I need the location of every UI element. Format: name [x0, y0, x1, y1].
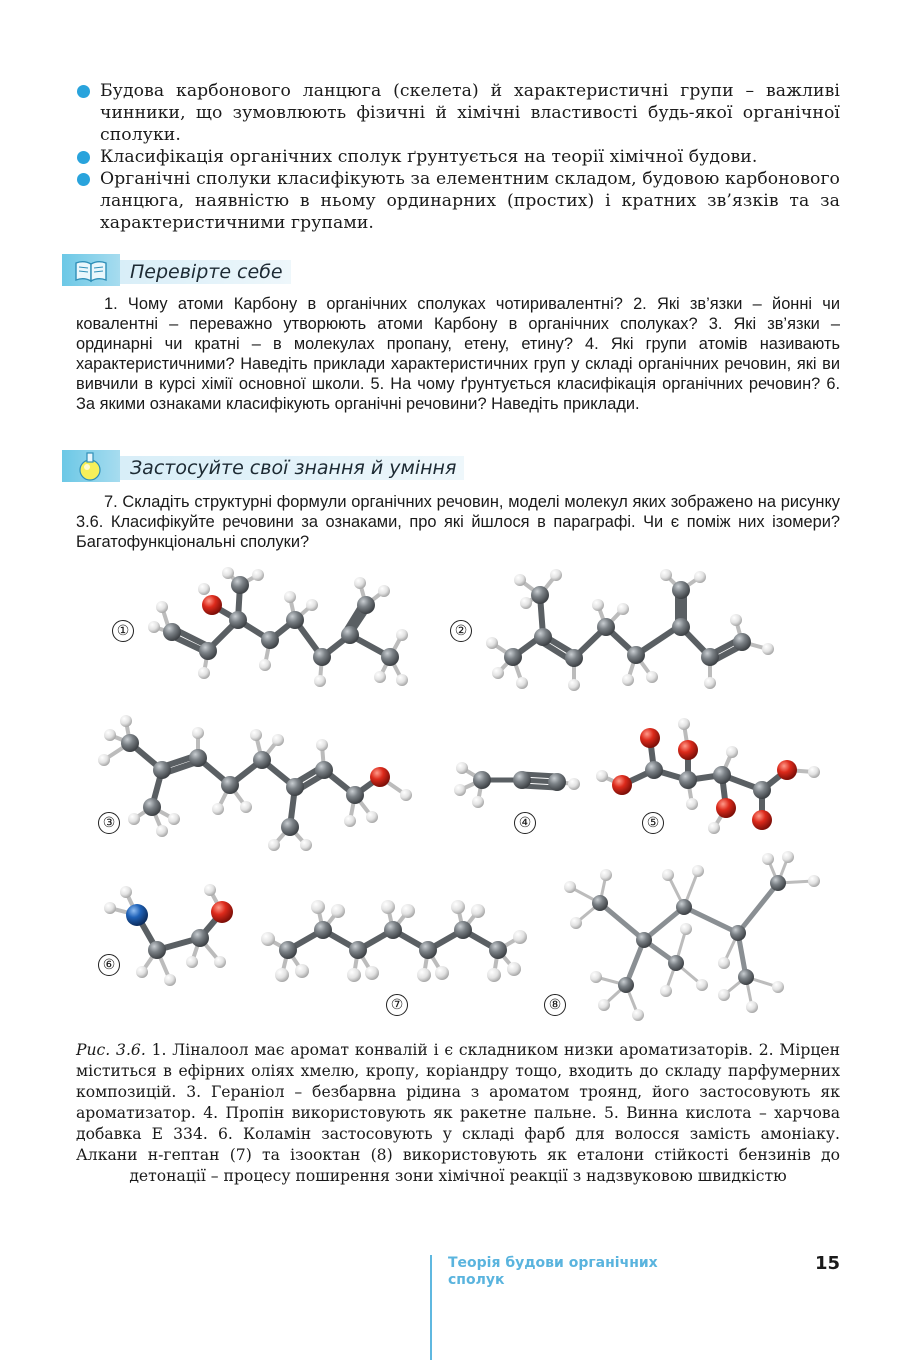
molecule-n-heptane [258, 895, 538, 995]
bullet-item: Будова карбонового ланцюга (скелета) й характеристичні групи – важливі чинники, що зумовлюють фізичні й хімічні властивості будь-якої органічної сполуки. [76, 80, 840, 146]
flask-icon [62, 450, 120, 482]
check-yourself-heading [62, 254, 302, 286]
molecule-colamine [92, 880, 252, 1000]
molecule-tartaric-acid [592, 710, 832, 840]
figure-label: ① [112, 620, 134, 642]
check-yourself-questions: 1. Чому атоми Карбону в органічних сполуках чотиривалентні? 2. Які зв’язки – йонні чи ковалентні – переважно утворюють атоми Карбону в органічних сполуках? 3. Які зв’язки – ординарні чи кратні – в молекулах пропану, етену, етину? 4. Які групи атомів називають характеристичними? Наведіть приклади характеристичних груп у складі органічних речовин, які ви вивчили в курсі хімії основної школи. 5. На чому ґрунтується класифікація органічних речовин? 6. За якими ознаками класифікують органічні речовини? Наведіть приклади. [76, 295, 840, 413]
figure-label: ② [450, 620, 472, 642]
figure-label: ⑥ [98, 954, 120, 976]
bullet-dot-icon [77, 173, 90, 186]
bullet-dot-icon [77, 151, 90, 164]
figure-label: ⑦ [386, 994, 408, 1016]
footer-section-title: Теорія будови органічних сполук [448, 1255, 658, 1288]
bullet-item: Органічні сполуки класифікують за елементним складом, будовою карбонового ланцюга, наявністю в ньому ординарних (простих) і кратних зв’язків та за характеристичними групами. [76, 168, 840, 234]
apply-knowledge-task: 7. Складіть структурні формули органічних речовин, моделі молекул яких зображено на рисунку 3.6. Класифікуйте речовини за ознаками, про які йшлося в параграфі. Чи є поміж них ізомери? Багатофункціональні сполуки? [76, 493, 840, 551]
figure-label: ③ [98, 812, 120, 834]
section-title: Застосуйте свої знання й уміння [120, 456, 464, 480]
page-number: 15 [814, 1253, 840, 1274]
footer-divider [430, 1255, 432, 1360]
figure-label: ⑤ [642, 812, 664, 834]
section-title: Перевірте себе [120, 260, 291, 284]
bullet-dot-icon [77, 85, 90, 98]
book-icon [62, 254, 120, 286]
figure-label: ④ [514, 812, 536, 834]
apply-knowledge-heading [62, 450, 462, 482]
summary-bullets [76, 80, 840, 234]
molecule-isooctane [556, 845, 836, 1025]
figure-label: ⑧ [544, 994, 566, 1016]
molecule-geraniol [90, 715, 430, 865]
molecule-propyne [442, 750, 582, 810]
molecule-linalool [140, 565, 420, 705]
figure-caption [76, 1040, 840, 1187]
figure-caption-text: 1. Ліналоол має аромат конвалій і є складником низки ароматизаторів. 2. Мірцен міститься в ефірних оліях хмелю, кропу, коріандру тощо, входить до складу парфумерних композицій. 3. Гераніол – безбарвна рідина з ароматом троянд, його застосовують як ароматизатор. 4. Пропін використовують як ракетне пальне. 5. Винна кислота – харчова добавка E 334. 6. Коламін застосовують у складі фарб для волосся замість амоніаку. Алкани н-гептан (7) та ізооктан (8) використовують як еталони стійкості бензинів до детонації – процесу поширення зони хімічної реакції з надзвуковою швидкістю [76, 1041, 840, 1185]
bullet-item: Класифікація органічних сполук ґрунтується на теорії хімічної будови. [76, 146, 840, 168]
figure-caption-label: Рис. 3.6. [76, 1041, 146, 1059]
molecule-myrcene [478, 565, 788, 700]
